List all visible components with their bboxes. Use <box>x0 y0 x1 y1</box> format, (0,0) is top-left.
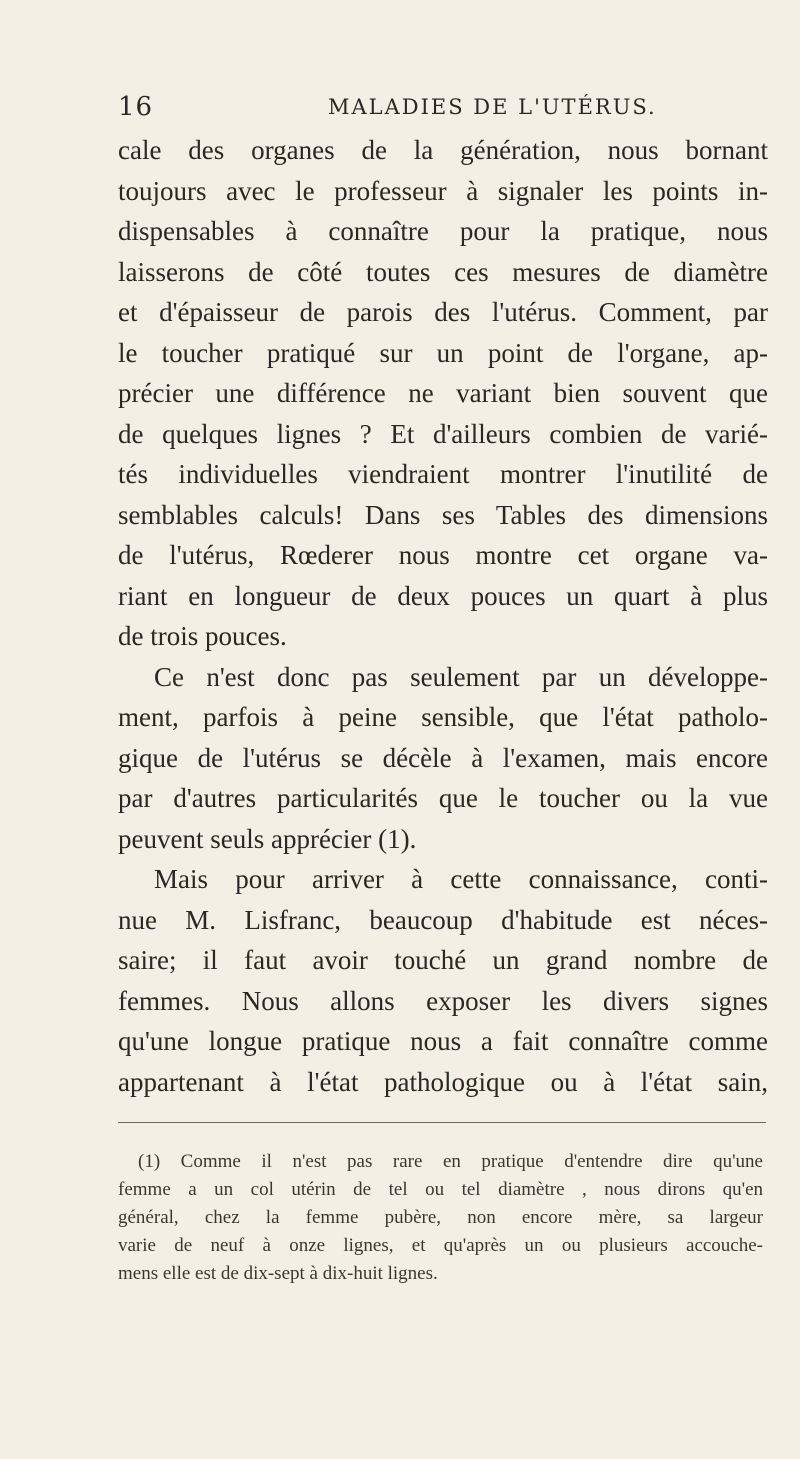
text-line: par d'autres particularités que le toucher ou la vue <box>118 783 768 813</box>
footnote-line: général, chez la femme pubère, non encore mère, sa largeur <box>118 1207 763 1228</box>
text-line: Ce n'est donc pas seulement par un développe- <box>154 661 768 692</box>
text-line: nue M. Lisfranc, beaucoup d'habitude est néces- <box>118 904 768 935</box>
text-line: de quelques lignes ? Et d'ailleurs combien de varié- <box>118 418 768 449</box>
text-line: tés individuelles viendraient montrer l'inutilité de <box>118 459 768 489</box>
text-line: laisserons de côté toutes ces mesures de diamètre <box>118 256 768 287</box>
running-title: MALADIES DE L'UTÉRUS. <box>328 95 657 119</box>
text-line: de l'utérus, Rœderer nous montre cet organe va- <box>118 540 768 570</box>
body-text <box>118 130 768 1102</box>
text-line: et d'épaisseur de parois des l'utérus. Comment, par <box>118 297 768 327</box>
text-line: toujours avec le professeur à signaler les points in- <box>118 175 768 206</box>
text-line: ment, parfois à peine sensible, que l'état patholo- <box>118 702 768 732</box>
text-line: femmes. Nous allons exposer les divers signes <box>118 985 768 1016</box>
footnote-line: mens elle est de dix-sept à dix-huit lignes. <box>118 1263 438 1284</box>
footnote <box>118 1148 763 1288</box>
footnote-line: (1) Comme il n'est pas rare en pratique d'entendre dire qu'une <box>138 1151 763 1172</box>
text-line: le toucher pratiqué sur un point de l'organe, ap- <box>118 337 768 368</box>
text-line: saire; il faut avoir touché un grand nombre de <box>118 945 768 975</box>
text-line: semblables calculs! Dans ses Tables des dimensions <box>118 499 768 530</box>
footnote-rule <box>118 1122 766 1123</box>
running-head <box>118 92 708 132</box>
text-line: peuvent seuls apprécier (1). <box>118 823 417 854</box>
text-line: qu'une longue pratique nous a fait connaître comme <box>118 1026 768 1056</box>
text-line: précier une différence ne variant bien souvent que <box>118 378 768 408</box>
text-line: dispensables à connaître pour la pratique, nous <box>118 216 768 246</box>
footnote-line: femme a un col utérin de tel ou tel diamètre , nous dirons qu'en <box>118 1179 763 1200</box>
text-line: riant en longueur de deux pouces un quart à plus <box>118 580 768 611</box>
text-line: appartenant à l'état pathologique ou à l'état sain, <box>118 1066 768 1097</box>
text-line: Mais pour arriver à cette connaissance, conti- <box>154 864 768 894</box>
text-line: cale des organes de la génération, nous bornant <box>118 135 768 165</box>
page-number: 16 <box>118 92 154 122</box>
text-line: gique de l'utérus se décèle à l'examen, mais encore <box>118 742 768 773</box>
footnote-line: varie de neuf à onze lignes, et qu'après un ou plusieurs accouche- <box>118 1235 763 1256</box>
text-line: de trois pouces. <box>118 621 287 651</box>
